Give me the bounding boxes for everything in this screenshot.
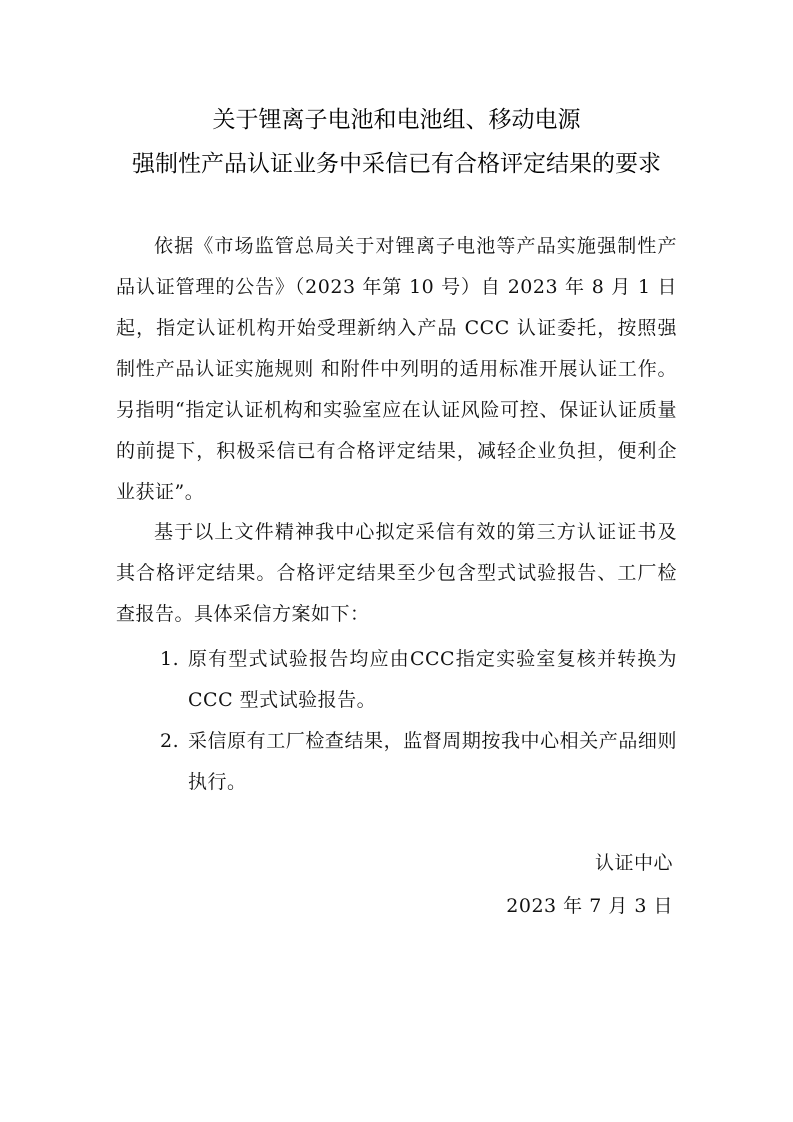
list-item — [116, 639, 677, 721]
list-item-number: 2. — [160, 730, 180, 752]
list-item-text: 采信原有工厂检查结果，监督周期按我中心相关产品细则执行。 — [188, 730, 677, 793]
list-item-text: 原有型式试验报告均应由CCC指定实验室复核并转换为 CCC 型式试验报告。 — [188, 648, 677, 711]
document-title-line-1: 关于锂离子电池和电池组、移动电源 — [212, 107, 581, 133]
signature-date: 2023 年 7 月 3 日 — [506, 895, 673, 917]
list-item-number: 1. — [160, 648, 180, 670]
signature-organization: 认证中心 — [594, 852, 673, 874]
document-title-line-2: 强制性产品认证业务中采信已有合格评定结果的要求 — [132, 151, 661, 177]
paragraph-scheme-intro: 基于以上文件精神我中心拟定采信有效的第三方认证证书及其合格评定结果。合格评定结果至少包含型式试验报告、工厂检查报告。具体采信方案如下： — [116, 521, 677, 625]
paragraph-basis: 依据《市场监管总局关于对锂离子电池等产品实施强制性产品认证管理的公告》（2023 年第 10 号）自 2023 年 8 月 1 日起，指定认证机构开始受理新纳入产品 CCC 认证委托，按照强制性产品认证实施规则 和附件中列明的适用标准开展认证工作。另指明“指定认证机构和实验室应在认证风险可控、保证认证质量的前提下，积极采信已有合格评定结果，减轻企业负担，便利企业获证”。 — [116, 235, 677, 503]
list-item — [116, 721, 677, 803]
